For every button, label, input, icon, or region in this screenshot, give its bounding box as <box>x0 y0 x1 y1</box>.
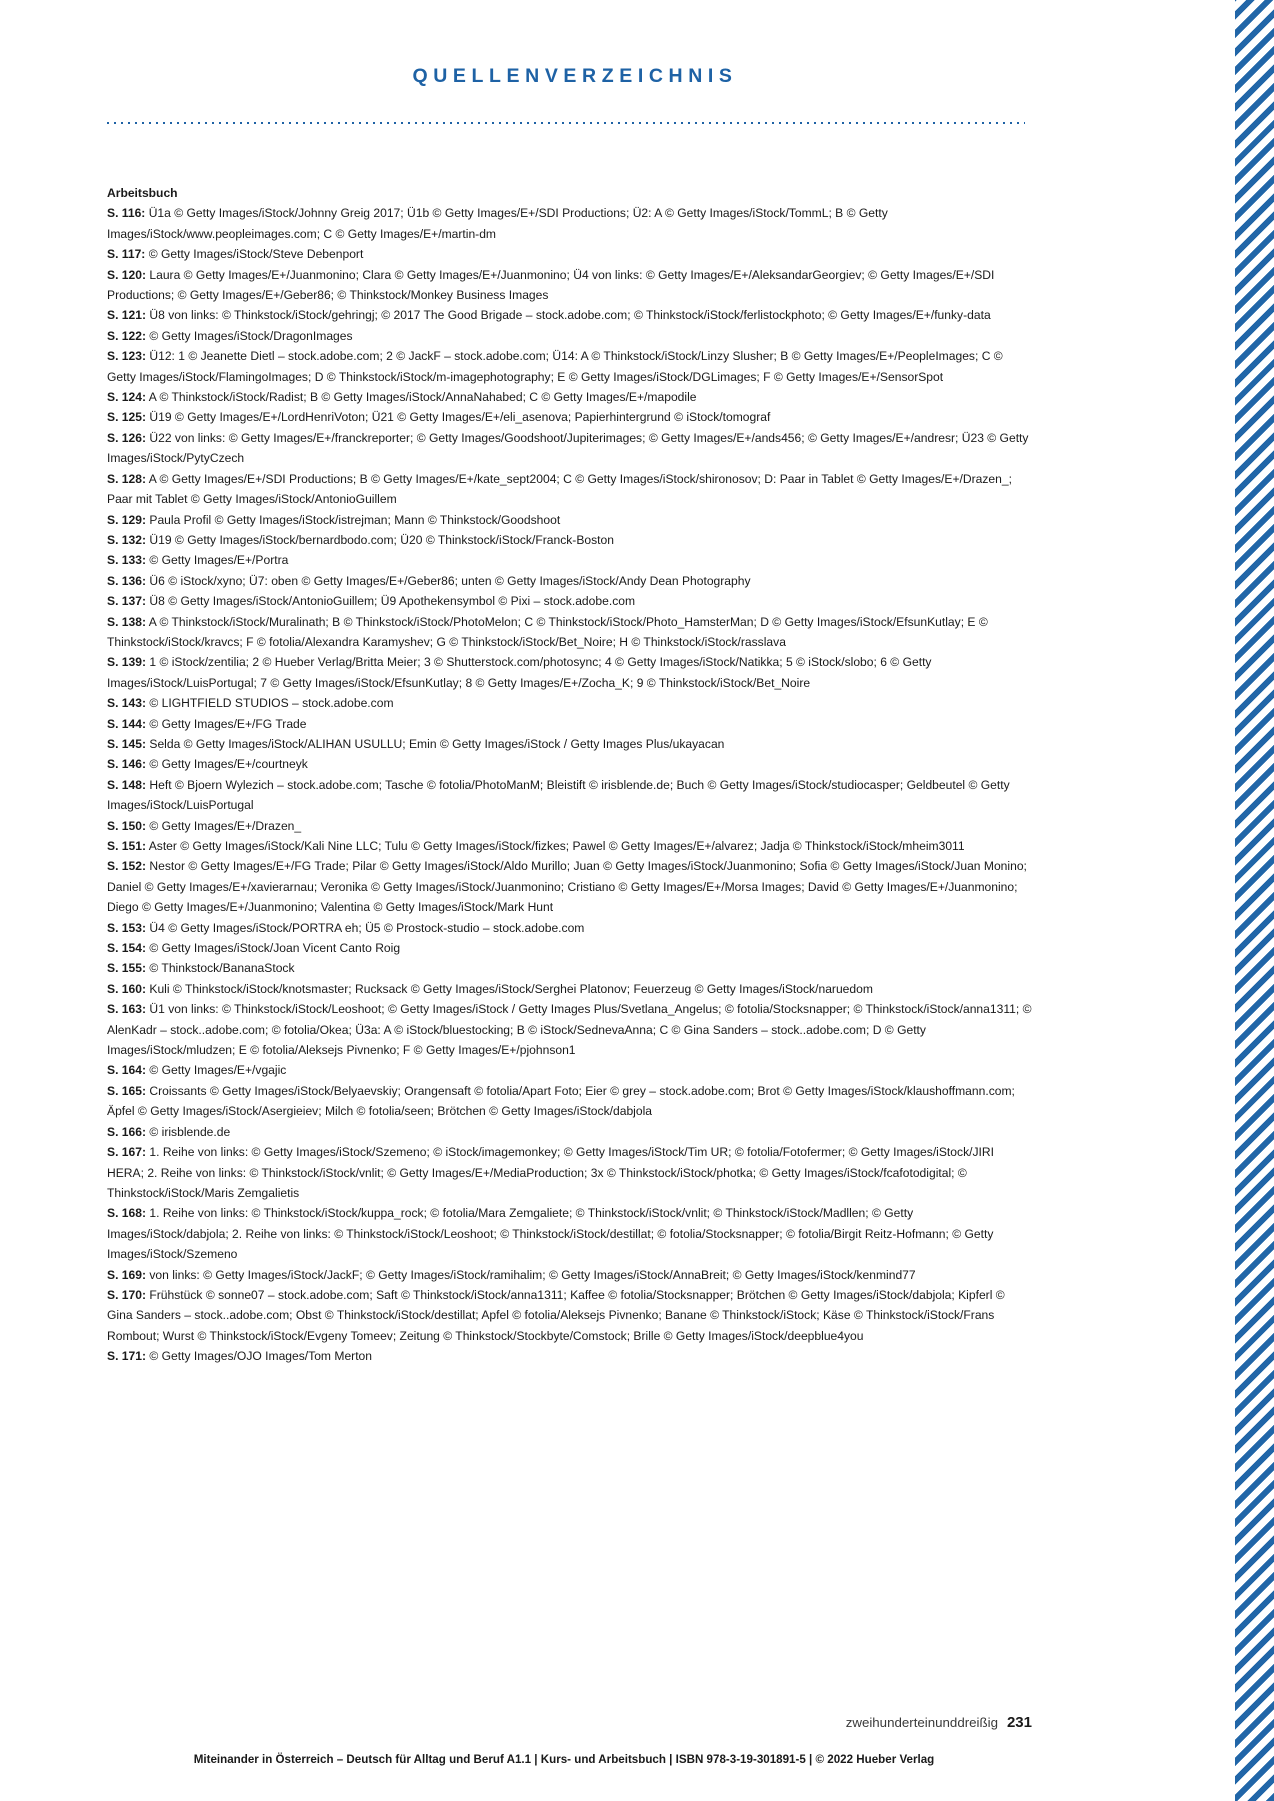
credit-entry <box>107 1285 1032 1346</box>
credit-page-ref: S. 170: <box>107 1287 146 1302</box>
credit-page-ref: S. 144: <box>107 716 146 731</box>
credit-entry <box>107 510 1032 530</box>
credit-entry <box>107 305 1032 325</box>
credit-entry <box>107 1142 1032 1203</box>
credit-sources: Ü6 © iStock/xyno; Ü7: oben © Getty Images/E+/Geber86; unten © Getty Images/iStock/Andy Dean Photography <box>149 573 751 588</box>
credit-entry <box>107 734 1032 754</box>
credit-sources: © Getty Images/E+/Drazen_ <box>149 818 302 833</box>
credit-sources: Nestor © Getty Images/E+/FG Trade; Pilar © Getty Images/iStock/Aldo Murillo; Juan © Getty Images/iStock/Juanmonino; Sofia © Getty Images/iStock/Juan Monino; Daniel © Getty Images/E+/xavierarnau; Veronika © Getty Images/iStock/Juanmonino; Cristiano © Getty Images/E+/Morsa Images; David © Getty Images/E+/Juanmonino; Diego © Getty Images/E+/Juanmonino; Valentina © Getty Images/iStock/Mark Hunt <box>107 859 1027 915</box>
credit-page-ref: S. 117: <box>107 247 146 262</box>
credit-sources: Frühstück © sonne07 – stock.adobe.com; Saft © Thinkstock/iStock/anna1311; Kaffee © fotolia/Stocksnapper; Brötchen © Getty Images/iStock/dabjola; Kipferl © Gina Sanders – stock..adobe.com; Obst © Thinkstock/iStock/destillat; Apfel © fotolia/Aleksejs Pivnenko; Banane © Thinkstock/iStock; Käse © Thinkstock/iStock/Frans Rombout; Wurst © Thinkstock/iStock/Evgeny Tomeev; Zeitung © Thinkstock/Stockbyte/Comstock; Brille © Getty Images/iStock/deepblue4you <box>107 1287 1005 1343</box>
credit-sources: Ü8 von links: © Thinkstock/iStock/gehringj; © 2017 The Good Brigade – stock.adobe.com; © Thinkstock/iStock/ferlistockphoto; © Getty Images/E+/funky-data <box>149 308 991 323</box>
credit-page-ref: S. 122: <box>107 328 146 343</box>
credit-sources: Heft © Bjoern Wylezich – stock.adobe.com; Tasche © fotolia/PhotoManM; Bleistift © irisblende.de; Buch © Getty Images/iStock/studiocasper; Geldbeutel © Getty Images/iStock/LuisPortugal <box>107 777 1010 813</box>
credit-page-ref: S. 138: <box>107 614 146 629</box>
credit-page-ref: S. 151: <box>107 839 146 853</box>
title-divider <box>107 122 1025 124</box>
credit-page-ref: S. 168: <box>107 1206 146 1221</box>
credit-sources: © Getty Images/iStock/Steve Debenport <box>148 247 364 262</box>
credit-entry <box>107 1265 1032 1285</box>
credit-page-ref: S. 164: <box>107 1063 146 1078</box>
credit-entry <box>107 407 1032 427</box>
credit-entry <box>107 693 1032 713</box>
credit-page-ref: S. 167: <box>107 1145 146 1160</box>
credit-sources: Croissants © Getty Images/iStock/Belyaevskiy; Orangensaft © fotolia/Apart Foto; Eier © grey – stock.adobe.com; Brot © Getty Images/iStock/klaushoffmann.com; Äpfel © Getty Images/iStock/Asergieiev; Milch © fotolia/seen; Brötchen © Getty Images/iStock/dabjola <box>107 1083 1015 1119</box>
credit-page-ref: S. 121: <box>107 308 146 323</box>
credit-entry <box>107 958 1032 978</box>
credit-entry <box>107 714 1032 734</box>
credit-entry <box>107 203 1032 244</box>
credit-sources: Ü1a © Getty Images/iStock/Johnny Greig 2017; Ü1b © Getty Images/E+/SDI Productions; Ü2: A © Getty Images/iStock/TommL; B © Getty Images/iStock/www.peopleimages.com; C © Getty Images/E+/martin-dm <box>107 206 888 241</box>
credit-page-ref: S. 152: <box>107 859 146 874</box>
credit-sources: Ü12: 1 © Jeanette Dietl – stock.adobe.com; 2 © JackF – stock.adobe.com; Ü14: A © Thinkstock/iStock/Linzy Slusher; B © Getty Images/E+/PeopleImages; C © Getty Images/iStock/FlamingoImages; D © Thinkstock/iStock/m-imagephotography; E © Getty Images/iStock/DGLimages; F © Getty Images/E+/SensorSpot <box>107 349 1003 384</box>
credit-sources: Ü1 von links: © Thinkstock/iStock/Leoshoot; © Getty Images/iStock / Getty Images Plus/Svetlana_Angelus; © fotolia/Stocksnapper; © Thinkstock/iStock/anna1311; © AlenKadr – stock..adobe.com; © fotolia/Okea; Ü3a: A © iStock/bluestocking; B © iStock/SednevaAnna; C © Gina Sanders – stock..adobe.com; D © Getty Images/iStock/mludzen; E © fotolia/Aleksejs Pivnenko; F © Getty Images/E+/pjohnson1 <box>107 1002 1032 1058</box>
credit-sources: © LIGHTFIELD STUDIOS – stock.adobe.com <box>149 696 394 711</box>
credit-page-ref: S. 153: <box>107 920 146 935</box>
credit-entry <box>107 326 1032 346</box>
credit-sources: 1 © iStock/zentilia; 2 © Hueber Verlag/Britta Meier; 3 © Shutterstock.com/photosync; 4 © Getty Images/iStock/Natikka; 5 © iStock/slobo; 6 © Getty Images/iStock/LuisPortugal; 7 © Getty Images/iStock/EfsunKutlay; 8 © Getty Images/E+/Zocha_K; 9 © Thinkstock/iStock/Bet_Noire <box>107 655 932 690</box>
credit-entry <box>107 979 1032 999</box>
credit-entry <box>107 571 1032 591</box>
credit-page-ref: S. 124: <box>107 390 146 405</box>
credit-sources: 1. Reihe von links: © Getty Images/iStock/Szemeno; © iStock/imagemonkey; © Getty Images/iStock/Tim UR; © fotolia/Fotofermer; © Getty Images/iStock/JIRI HERA; 2. Reihe von links: © Thinkstock/iStock/vnlit; © Getty Images/E+/MediaProduction; 3x © Thinkstock/iStock/photka; © Getty Images/iStock/fcafotodigital; © Thinkstock/iStock/Maris Zemgalietis <box>107 1145 994 1200</box>
credit-sources: © irisblende.de <box>149 1124 231 1139</box>
credit-page-ref: S. 133: <box>107 553 146 568</box>
credit-page-ref: S. 129: <box>107 512 146 527</box>
credit-page-ref: S. 146: <box>107 757 146 772</box>
credit-page-ref: S. 154: <box>107 941 146 956</box>
credit-entry <box>107 1081 1032 1122</box>
credit-page-ref: S. 116: <box>107 206 146 221</box>
credit-entry <box>107 1203 1032 1264</box>
credit-page-ref: S. 139: <box>107 655 146 670</box>
credit-sources: Ü19 © Getty Images/E+/LordHenriVoton; Ü21 © Getty Images/E+/eli_asenova; Papierhintergrund © iStock/tomograf <box>149 410 771 425</box>
credit-page-ref: S. 126: <box>107 430 146 445</box>
credit-entry <box>107 1122 1032 1142</box>
page-title: QUELLENVERZEICHNIS <box>412 65 738 88</box>
credit-sources: © Getty Images/E+/courtneyk <box>149 757 308 772</box>
credit-sources: A © Getty Images/E+/SDI Productions; B © Getty Images/E+/kate_sept2004; C © Getty Images/iStock/shironosov; D: Paar in Tablet © Getty Images/E+/Drazen_; Paar mit Tablet © Getty Images/iStock/AntonioGuillem <box>107 471 1012 507</box>
credit-sources: © Getty Images/iStock/Joan Vicent Canto Roig <box>149 941 401 956</box>
credit-entry <box>107 1060 1032 1080</box>
credit-page-ref: S. 120: <box>107 267 146 282</box>
credit-entry <box>107 265 1032 306</box>
credit-page-ref: S. 128: <box>107 471 146 486</box>
credit-sources: 1. Reihe von links: © Thinkstock/iStock/kuppa_rock; © fotolia/Mara Zemgaliete; © Thinkstock/iStock/vnlit; © Thinkstock/iStock/Madllen; © Getty Images/iStock/dabjola; 2. Reihe von links: © Thinkstock/iStock/Leoshoot; © Thinkstock/iStock/destillat; © fotolia/Stocksnapper; © fotolia/Birgit Reitz-Hofmann; © Getty Images/iStock/Szemeno <box>107 1206 994 1262</box>
credit-entry <box>107 856 1032 917</box>
credit-sources: A © Thinkstock/iStock/Radist; B © Getty Images/iStock/AnnaNahabed; C © Getty Images/E+/mapodile <box>148 390 697 405</box>
credit-sources: Ü8 © Getty Images/iStock/AntonioGuillem; Ü9 Apothekensymbol © Pixi – stock.adobe.com <box>149 594 636 609</box>
credit-page-ref: S. 132: <box>107 532 146 547</box>
credit-sources: © Getty Images/iStock/DragonImages <box>149 328 353 343</box>
credit-sources: Laura © Getty Images/E+/Juanmonino; Clara © Getty Images/E+/Juanmonino; Ü4 von links: © Getty Images/E+/AleksandarGeorgiev; © Getty Images/E+/SDI Productions; © Getty Images/E+/Geber86; © Thinkstock/Monkey Business Images <box>107 267 995 303</box>
credit-entry <box>107 816 1032 836</box>
credit-entry <box>107 428 1032 469</box>
credit-entry <box>107 591 1032 611</box>
imprint-line: Miteinander in Österreich – Deutsch für Alltag und Beruf A1.1 | Kurs- und Arbeitsbuch | ISBN 978-3-19-301891-5 | © 2022 Hueber Verlag <box>193 1753 935 1766</box>
credit-page-ref: S. 165: <box>107 1083 146 1098</box>
credit-sources: © Thinkstock/BananaStock <box>149 961 295 976</box>
credit-entry <box>107 918 1032 938</box>
credit-entry <box>107 612 1032 653</box>
credit-sources: Ü22 von links: © Getty Images/E+/franckreporter; © Getty Images/Goodshoot/Jupiterimages; © Getty Images/E+/ands456; © Getty Images/E+/andresr; Ü23 © Getty Images/iStock/PytyCzech <box>107 430 1029 466</box>
credit-sources: Ü4 © Getty Images/iStock/PORTRA eh; Ü5 © Prostock-studio – stock.adobe.com <box>149 920 585 935</box>
credit-entry <box>107 530 1032 550</box>
credit-sources: © Getty Images/E+/FG Trade <box>149 716 307 731</box>
credit-page-ref: S. 171: <box>107 1349 146 1364</box>
credit-entry <box>107 1346 1032 1366</box>
credit-page-ref: S. 143: <box>107 696 146 711</box>
credit-page-ref: S. 169: <box>107 1267 146 1282</box>
credit-entry <box>107 938 1032 958</box>
credit-sources: Selda © Getty Images/iStock/ALIHAN USULLU; Emin © Getty Images/iStock / Getty Images Plus/ukayacan <box>149 736 725 751</box>
credit-entry <box>107 754 1032 774</box>
credits-container <box>107 203 1032 1366</box>
folio-word: zweihunderteinunddreißig <box>845 1715 998 1730</box>
folio-number: 231 <box>1006 1714 1032 1731</box>
credit-page-ref: S. 160: <box>107 981 146 996</box>
section-heading-arbeitsbuch: Arbeitsbuch <box>107 186 178 200</box>
folio <box>0 1714 1032 1731</box>
credit-entry <box>107 775 1032 816</box>
credit-sources: © Getty Images/E+/vgajic <box>149 1063 287 1078</box>
credit-sources: A © Thinkstock/iStock/Muralinath; B © Thinkstock/iStock/PhotoMelon; C © Thinkstock/iStock/Photo_HamsterMan; D © Getty Images/iStock/EfsunKutlay; E © Thinkstock/iStock/kravcs; F © fotolia/Alexandra Karamyshev; G © Thinkstock/iStock/Bet_Noire; H © Thinkstock/iStock/rasslava <box>107 614 988 649</box>
credit-page-ref: S. 148: <box>107 777 146 792</box>
credit-sources: Aster © Getty Images/iStock/Kali Nine LLC; Tulu © Getty Images/iStock/fizkes; Pawel © Getty Images/E+/alvarez; Jadja © Thinkstock/iStock/mheim3011 <box>148 839 965 853</box>
credit-entry <box>107 387 1032 407</box>
credit-page-ref: S. 125: <box>107 410 146 425</box>
credit-entry <box>107 652 1032 693</box>
credit-sources: von links: © Getty Images/iStock/JackF; © Getty Images/iStock/ramihalim; © Getty Images/iStock/AnnaBreit; © Getty Images/iStock/kenmind77 <box>149 1267 916 1282</box>
credit-entry <box>107 999 1032 1060</box>
credit-page-ref: S. 150: <box>107 818 146 833</box>
credit-entry <box>107 244 1032 264</box>
credit-entry <box>107 346 1032 387</box>
credit-page-ref: S. 145: <box>107 736 146 751</box>
credit-page-ref: S. 155: <box>107 961 146 976</box>
credit-entry <box>107 469 1032 510</box>
credit-sources: © Getty Images/OJO Images/Tom Merton <box>149 1349 373 1364</box>
decorative-stripe-band <box>1235 0 1274 1801</box>
credit-sources: © Getty Images/E+/Portra <box>149 553 289 568</box>
credit-page-ref: S. 136: <box>107 573 146 588</box>
credit-page-ref: S. 137: <box>107 594 146 609</box>
credit-page-ref: S. 163: <box>107 1002 146 1017</box>
credit-sources: Kuli © Thinkstock/iStock/knotsmaster; Rucksack © Getty Images/iStock/Serghei Platonov; Feuerzeug © Getty Images/iStock/naruedom <box>149 981 873 996</box>
credits-list <box>107 183 1032 1367</box>
credit-sources: Paula Profil © Getty Images/iStock/istrejman; Mann © Thinkstock/Goodshoot <box>149 512 561 527</box>
credit-page-ref: S. 123: <box>107 349 146 364</box>
credit-sources: Ü19 © Getty Images/iStock/bernardbodo.com; Ü20 © Thinkstock/iStock/Franck-Boston <box>149 532 614 547</box>
credit-page-ref: S. 166: <box>107 1124 146 1139</box>
credit-entry <box>107 836 1032 856</box>
credit-entry <box>107 550 1032 570</box>
